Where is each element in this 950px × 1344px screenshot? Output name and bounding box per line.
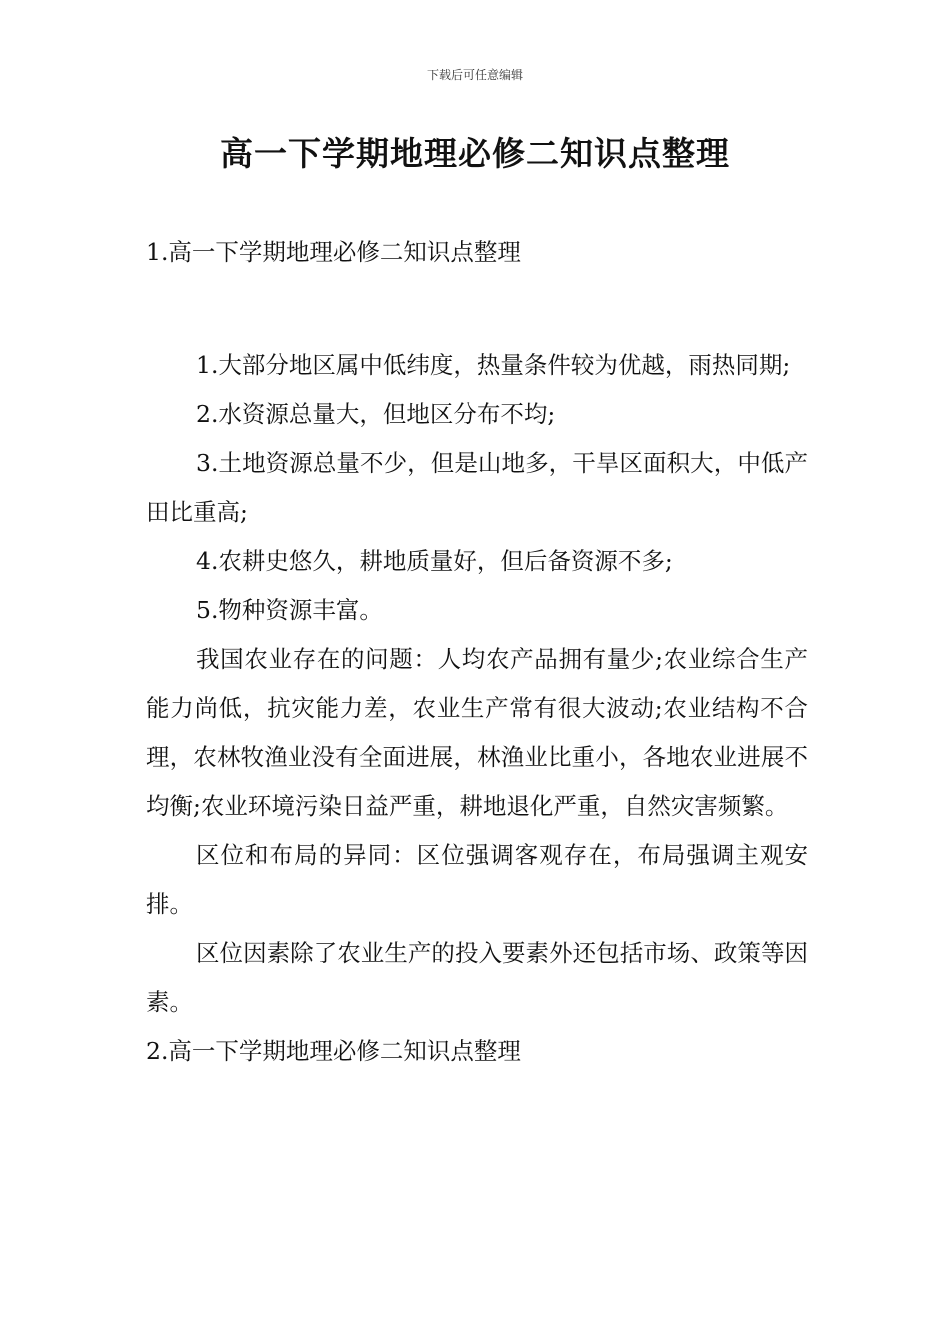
section-heading-2: 2.高一下学期地理必修二知识点整理 [146,1037,521,1065]
paragraph-7: 区位和布局的异同：区位强调客观存在，布局强调主观安排。 [146,841,808,918]
section-heading-1: 1.高一下学期地理必修二知识点整理 [146,238,521,266]
paragraph-5: 5.物种资源丰富。 [196,596,383,624]
paragraph-4: 4.农耕史悠久，耕地质量好，但后备资源不多; [196,547,673,575]
header-note: 下载后可任意编辑 [426,68,523,82]
spacer [146,277,808,341]
paragraph-1: 1.大部分地区属中低纬度，热量条件较为优越，雨热同期; [196,351,791,379]
paragraph-6: 我国农业存在的问题：人均农产品拥有量少;农业综合生产能力尚低，抗灾能力差，农业生产常有很大波动;农业结构不合理，农林牧渔业没有全面进展，林渔业比重小，各地农业进展不均衡;农业环境污染日益严重，耕地退化严重，自然灾害频繁。 [146,645,808,820]
document-title: 高一下学期地理必修二知识点整理 [220,134,730,173]
paragraph-2: 2.水资源总量大，但地区分布不均; [196,400,556,428]
document-body [146,228,808,1076]
paragraph-8: 区位因素除了农业生产的投入要素外还包括市场、政策等因素。 [146,939,808,1016]
paragraph-3: 3.土地资源总量不少，但是山地多，干旱区面积大，中低产田比重高; [146,449,808,526]
